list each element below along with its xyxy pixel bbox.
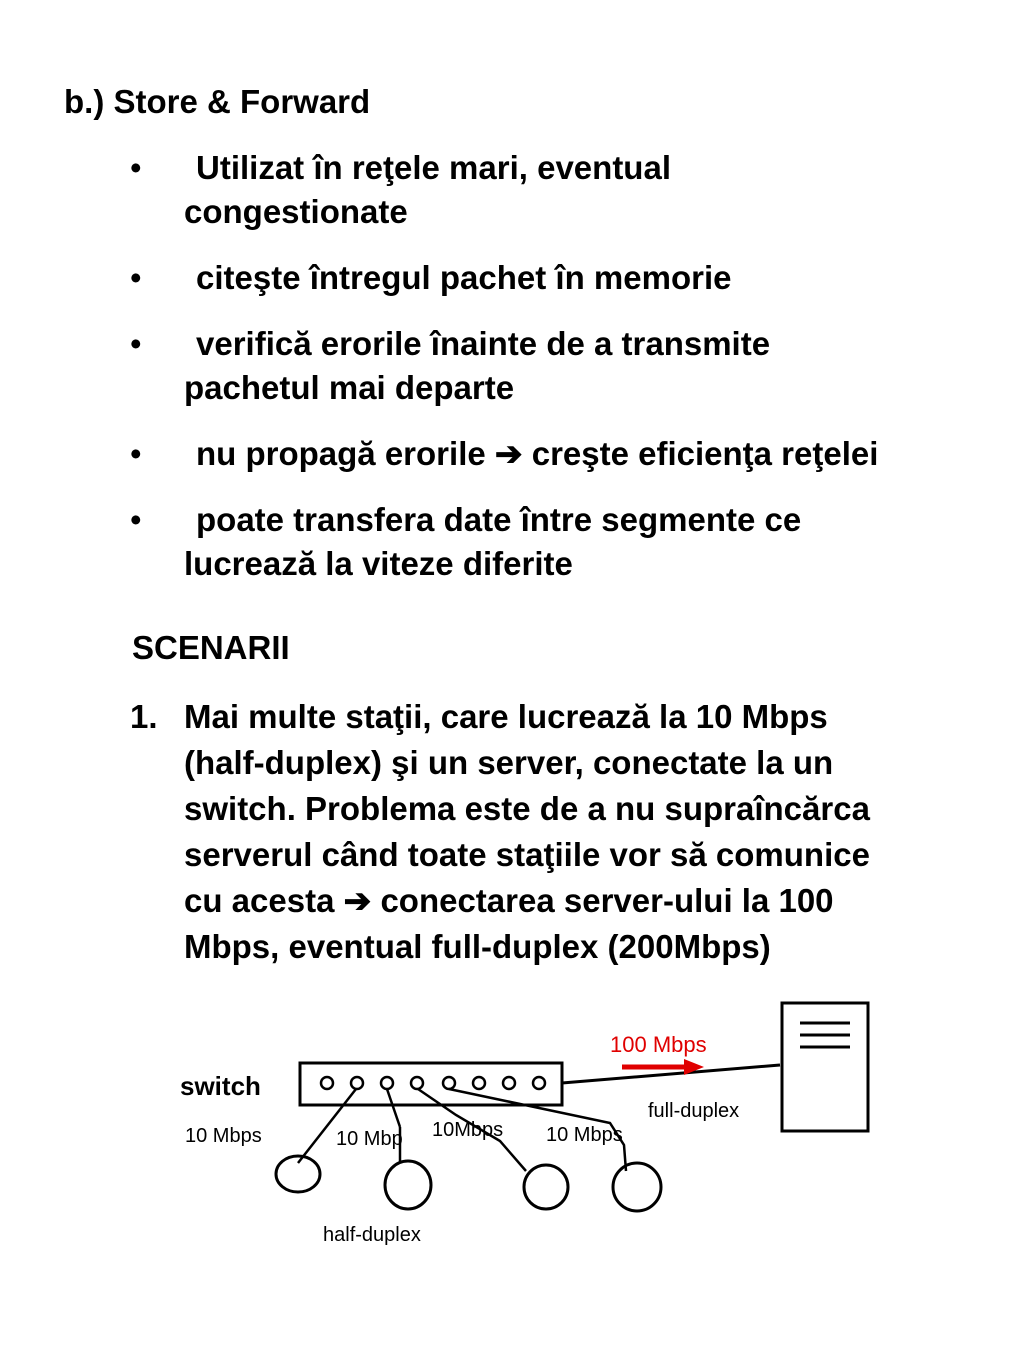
switch-label: switch xyxy=(180,1071,261,1101)
bullet-text-cont: lucrează la viteze diferite xyxy=(184,545,573,582)
slide-heading: b.) Store & Forward xyxy=(64,83,371,120)
scenario-line-before: cu acesta xyxy=(184,882,335,919)
station-node xyxy=(613,1163,661,1211)
bullet-text: Utilizat în reţele mari, eventual xyxy=(196,149,671,186)
bullet-text: verifică erorile înainte de a transmite xyxy=(196,325,771,362)
station-speed-label: 10Mbps xyxy=(432,1119,504,1141)
scenario-line: serverul când toate staţiile vor să comunice xyxy=(184,836,870,873)
bullet-dot: • xyxy=(130,325,142,362)
full-duplex-label: full-duplex xyxy=(648,1100,740,1122)
scenario-line: Mai multe staţii, care lucrează la 10 Mbps xyxy=(184,698,828,735)
scenario-number: 1. xyxy=(130,698,158,735)
bullet-dot: • xyxy=(130,435,142,472)
bullet-text: poate transfera date între segmente ce xyxy=(196,501,802,538)
bullet-item xyxy=(130,498,1010,586)
station-node xyxy=(385,1161,431,1209)
bullet-text: citeşte întregul pachet în memorie xyxy=(196,259,732,296)
server-speed-label: 100 Mbps xyxy=(610,1032,707,1057)
station-node xyxy=(524,1165,568,1209)
scenario-line-after: conectarea server-ului la 100 xyxy=(380,882,834,919)
bullet-text-before: nu propagă erorile xyxy=(196,435,486,472)
scenarii-title: SCENARII xyxy=(132,629,290,666)
bullet-item xyxy=(130,322,1010,410)
bullet-item xyxy=(130,146,1010,234)
scenario-text xyxy=(184,694,870,970)
arrow-right-icon: ➔ xyxy=(343,882,372,919)
arrow-right-icon: ➔ xyxy=(494,435,523,472)
scenario-line xyxy=(184,878,870,924)
station-speed-label: 10 Mbps xyxy=(185,1125,262,1147)
bullet-dot: • xyxy=(130,149,142,186)
station-speed-label: 10 Mbps xyxy=(546,1124,623,1146)
station-speed-label: 10 Mbp xyxy=(336,1128,403,1150)
bullet-text xyxy=(184,432,1010,476)
scenario-line: switch. Problema este de a nu supraîncărca xyxy=(184,790,870,827)
bullet-item xyxy=(130,432,1010,476)
bullet-dot: • xyxy=(130,259,142,296)
stations xyxy=(276,1156,661,1211)
network-diagram xyxy=(170,995,890,1265)
bullet-item xyxy=(130,256,1010,300)
bullet-text-after: creşte eficienţa reţelei xyxy=(531,435,879,472)
half-duplex-label: half-duplex xyxy=(323,1224,421,1246)
scenario-line: Mbps, eventual full-duplex (200Mbps) xyxy=(184,928,771,965)
bullet-text-cont: congestionate xyxy=(184,193,408,230)
bullet-list xyxy=(130,146,1010,608)
bullet-dot: • xyxy=(130,501,142,538)
bullet-text-cont: pachetul mai departe xyxy=(184,369,515,406)
scenario-line: (half-duplex) şi un server, conectate la un xyxy=(184,744,834,781)
